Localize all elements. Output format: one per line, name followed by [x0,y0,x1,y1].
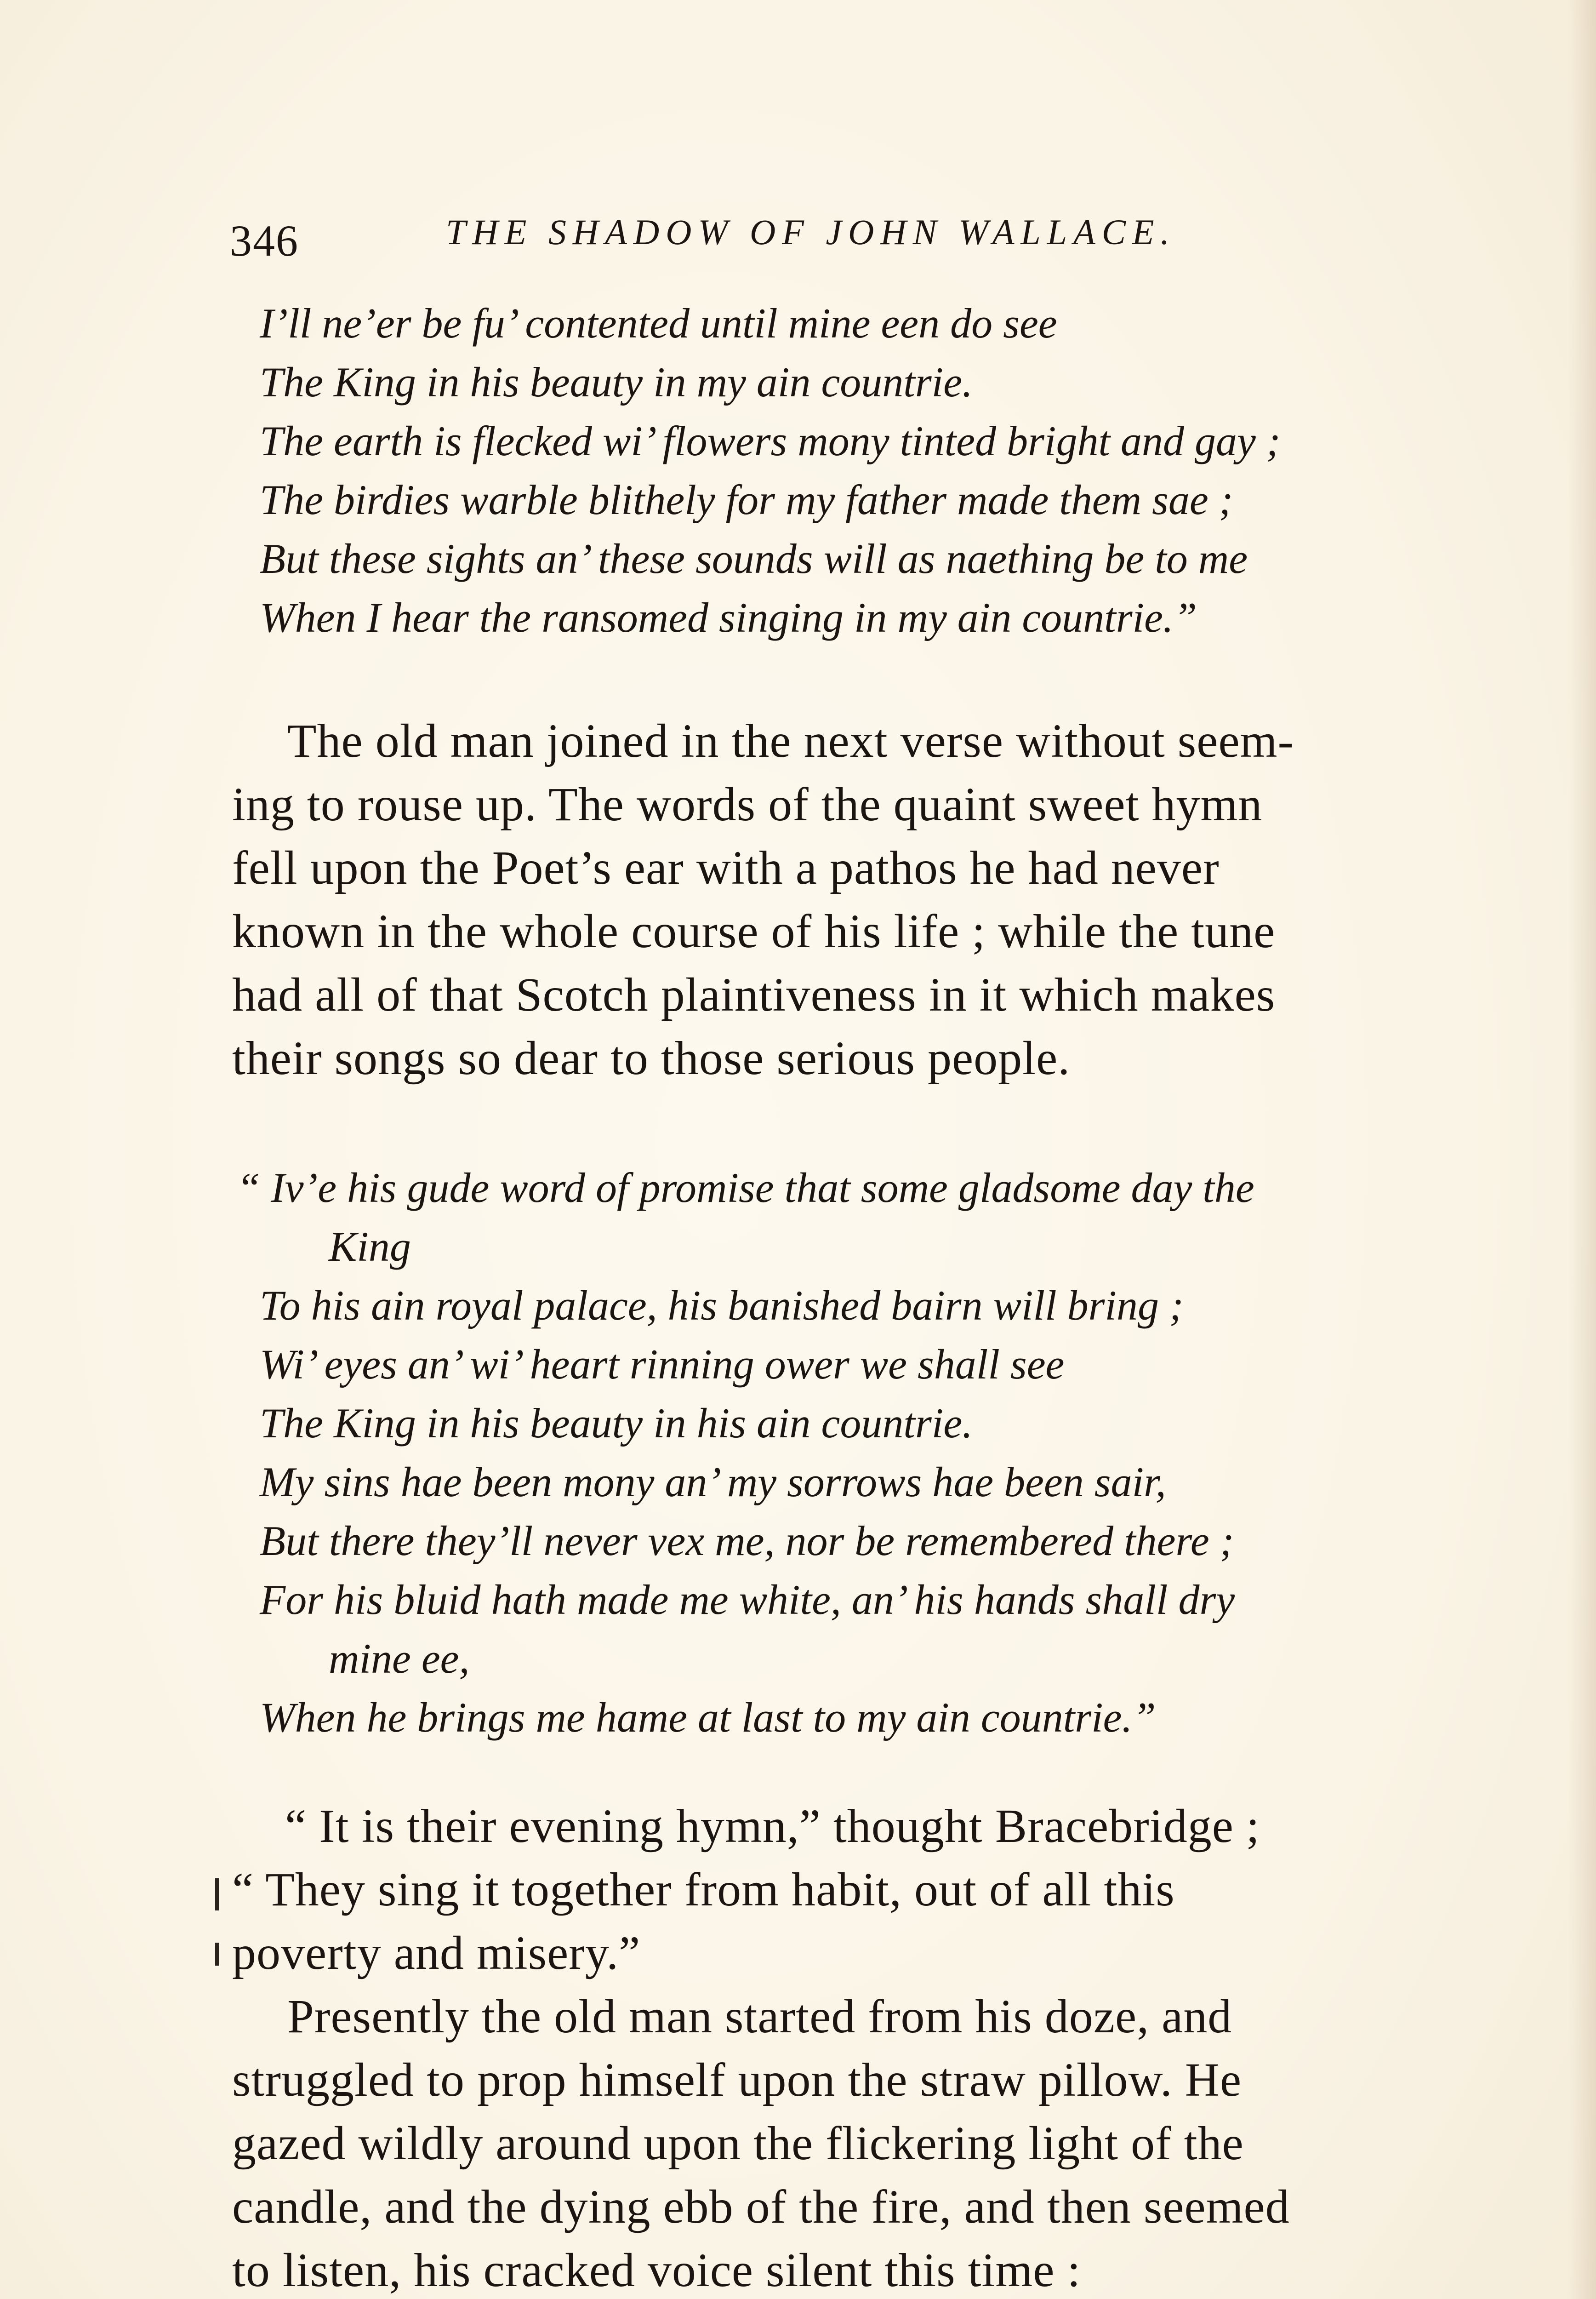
verse-line: For his bluid hath made me white, an’ his hands shall dry [260,1576,1235,1623]
text-line: had all of that Scotch plaintiveness in it which makes [232,968,1276,1021]
page-number: 346 [230,216,299,265]
page-header [230,207,1250,271]
running-title: THE SHADOW OF JOHN WALLACE. [446,212,1176,252]
verse-line: King [329,1223,411,1270]
verse-line: The King in his beauty in my ain countrie. [260,359,973,406]
text-line: “ It is their evening hymn,” thought Bracebridge ; [285,1800,1260,1853]
verse-line: mine ee, [329,1635,470,1682]
text-line: to listen, his cracked voice silent this time : [232,2244,1081,2297]
verse-line: The birdies warble blithely for my father made them sae ; [260,476,1233,523]
verse-line: Wi’ eyes an’ wi’ heart rinning ower we shall see [260,1341,1065,1388]
text-line: struggled to prop himself upon the straw pillow. He [232,2053,1242,2106]
verse-line: To his ain royal palace, his banished bairn will bring ; [260,1282,1184,1329]
text-line: candle, and the dying ebb of the fire, and then seemed [232,2180,1290,2233]
verse-line: But there they’ll never vex me, nor be remembered there ; [260,1517,1234,1564]
text-line: fell upon the Poet’s ear with a pathos he had never [232,841,1220,894]
verse-line: When I hear the ransomed singing in my ain countrie.” [260,594,1197,641]
text-line: ing to rouse up. The words of the quaint sweet hymn [232,778,1263,831]
verse-line: My sins hae been mony an’ my sorrows hae been sair, [260,1458,1166,1505]
text-line: known in the whole course of his life ; while the tune [232,905,1276,958]
text-line: their songs so dear to those serious people. [232,1032,1071,1085]
text-line: The old man joined in the next verse without seem- [287,715,1294,767]
margin-mark [215,1878,219,1910]
text-line: gazed wildly around upon the flickering light of the [232,2117,1244,2170]
text-line: “ They sing it together from habit, out of all this [232,1863,1175,1916]
page-edge-shadow [1568,0,1596,2299]
verse-line: “ Iv’e his gude word of promise that some gladsome day the [237,1164,1254,1211]
text-line: poverty and misery.” [232,1927,641,1979]
margin-mark [215,1943,219,1966]
verse-line: The earth is flecked wi’ flowers mony tinted bright and gay ; [260,417,1281,464]
verse-line: I’ll ne’er be fu’ contented until mine een do see [260,300,1057,347]
verse-line: The King in his beauty in his ain countrie. [260,1400,973,1447]
text-line: Presently the old man started from his doze, and [287,1990,1232,2043]
verse-line: When he brings me hame at last to my ain countrie.” [260,1694,1156,1741]
verse-line: But these sights an’ these sounds will as naething be to me [260,535,1248,582]
